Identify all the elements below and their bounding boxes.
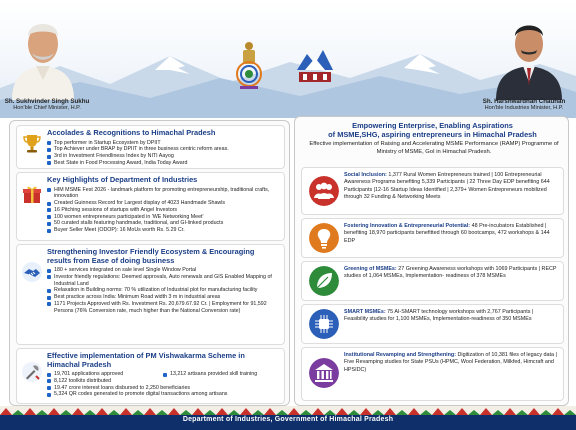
list-item: HIM MSME Fest 2026 - landmark platform for promoting entrepreneurship, traditional crafts, innovation (47, 187, 279, 201)
ramp-item-label: Greening of MSMEs: (344, 266, 397, 272)
list-item: Best practice across India: Minimum Road width 3 m in industrial areas (47, 294, 279, 301)
ramp-item-innovation (301, 218, 564, 258)
handshake-icon (21, 261, 43, 283)
list-item: Investor friendly regulations: Deemed approvals, Auto renewals and GIS Enabled Mapping of Industrial Land (47, 274, 279, 288)
footer-title: Department of Industries, Government of Himachal Pradesh (182, 416, 394, 423)
ramp-item-text: 75 AI-SMART technology workshops with 2,767 Participants | Feasibility studies for 1,100 MSMEs, Implementation-readiness of 350 MSMEs (344, 309, 534, 323)
investor-section (16, 244, 285, 345)
decorative-border (0, 406, 576, 415)
building-icon (309, 358, 339, 388)
right-person-name: Sh. Harshwardhan Chauhan (482, 98, 566, 105)
list-item: Relaxation in Building norms: 70 % utilization of Industrial plot for manufacturing facility (47, 287, 279, 294)
ramp-item-text: 1,377 Rural Women Entrepreneurs trained | 100 Entrepreneurial Awareness Programs benefiting 5,339 Participants | 22 Three Day EDP benefiting 644 Participants |12-16 Startup Ideas Identified | 2,379+ Women Entrepreneurs mobilized through 32 Funding & Networking Meets (344, 172, 550, 200)
list-item: 180 + services integrated on sale level Single Window Portal (47, 267, 279, 274)
ramp-item-greening (301, 261, 564, 301)
highlights-list (47, 187, 279, 234)
left-person-role: Hon'ble Chief Minister, H.P. (13, 105, 81, 112)
list-item: 1171 Projects Approved with Rs. Investment Rs. 20,679.67.92 Cr. | Employment for 91,592 Persons (76% Conversion rate, much higher than the National Conversion rate) (47, 301, 279, 315)
list-item: 19,701 applications approved (47, 371, 163, 378)
right-subheading: Effective implementation of Raising and Accelerating MSME Performance (RAMP) Programme of Ministry of MSME, GoI in Himachal Pradesh. (309, 141, 559, 155)
list-item: Top Achiever under BRAP by DPIIT in three business centric reform areas. (47, 146, 279, 153)
right-heading-line1: Empowering Enterprise, Enabling Aspirations (352, 121, 513, 130)
right-person-role: Hon'ble Industries Minister, H.P. (484, 105, 564, 112)
list-item: 13,212 artisans provided skill training (163, 371, 279, 378)
list-item: Created Guinness Record for Largest display of 4023 Handmade Shawls (47, 200, 279, 207)
hero-banner (0, 0, 576, 118)
ramp-item-label: Social Inclusion: (344, 172, 387, 178)
accolades-list (47, 140, 279, 167)
list-item: Buyer Seller Meet (ODOP): 16 MoUs worth Rs. 5.29 Cr. (47, 227, 279, 234)
lightbulb-icon (309, 223, 339, 253)
people-icon (309, 176, 339, 206)
right-caption (474, 98, 574, 112)
chief-minister-portrait (6, 6, 80, 100)
list-item: 16 Pitching sessions of startups with Angel Investors (47, 207, 279, 214)
ramp-item-label: SMART MSMEs: (344, 309, 386, 315)
list-item: 3rd in Investment Friendliness Index by NITI Aayog (47, 153, 279, 160)
left-panel (9, 120, 290, 406)
list-item: Top performer in Startup Ecosystem by DPIIT (47, 140, 279, 147)
ramp-item-smart (301, 304, 564, 344)
left-caption (2, 98, 92, 112)
trophy-icon (21, 132, 43, 154)
ramp-item-label: Fostering Innovation & Entrepreneurial Potential: (344, 223, 471, 229)
accolades-title: Accolades & Recognitions to Himachal Pradesh (47, 128, 216, 137)
ramp-item-text: Digitization of 10,381 files of legacy data | Five Revamping studies for State PSUs (HPMC, Wool Federation, Milkfed, Himcraft and HPSIDC) (344, 352, 557, 373)
right-heading-line2: of MSME,SHG, aspiring entrepreneurs in Himachal Pradesh (328, 130, 537, 140)
vishwakarma-title: Effective implementation of PM Vishwakarma Scheme in Himachal Pradesh (47, 351, 245, 369)
ramp-item-institutional (301, 347, 564, 401)
ramp-item-text: 48 Pre-incubators Established | benefiting 18,970 participants benefitted through 60 bootcamps, 472 workshops & 144 EDP (344, 223, 550, 244)
leaf-icon (309, 266, 339, 296)
industries-minister-portrait (492, 6, 566, 100)
state-emblem-icon (232, 40, 266, 90)
tools-icon (21, 361, 43, 383)
highlights-section (16, 172, 285, 241)
right-heading (295, 121, 570, 140)
list-item: 50 curated stalls featuring handmade, traditional, and GI-linked products (47, 220, 279, 227)
footer (0, 406, 576, 430)
list-item: Best State in Food Processing Award, India Today Award (47, 160, 279, 167)
investor-title: Strengthening Investor Friendly Ecosystem & Encouraging results from Ease of doing business (47, 247, 255, 265)
ramp-item-text: 27 Greening Awareness workshops with 1069 Participants | RECP studies of 1,064 MSMEs, Implementation- readiness of 378 MSMEs (344, 266, 557, 280)
list-item: 19.47 crore interest loans disbursed to 2,250 beneficiaries (47, 385, 279, 392)
gift-box-icon (21, 183, 43, 205)
ramp-item-label: Institutional Revamping and Strengthening: (344, 352, 457, 358)
left-person-name: Sh. Sukhvinder Singh Sukhu (4, 98, 90, 105)
list-item: 100 women entrepreneurs participated in 'WE Networking Meet' (47, 214, 279, 221)
vishwakarma-list (47, 371, 279, 398)
ramp-item-social-inclusion (301, 167, 564, 215)
list-item: 5,324 QR codes generated to promote digital transactions among artisans (47, 391, 279, 398)
circuit-icon (309, 309, 339, 339)
department-logo-icon (295, 40, 335, 88)
list-item: 8,122 toolkits distributed (47, 378, 279, 385)
accolades-section (16, 125, 285, 169)
highlights-title: Key Highlights of Department of Industries (47, 175, 198, 184)
vishwakarma-section (16, 348, 285, 404)
investor-list (47, 267, 279, 314)
right-panel (294, 116, 569, 406)
